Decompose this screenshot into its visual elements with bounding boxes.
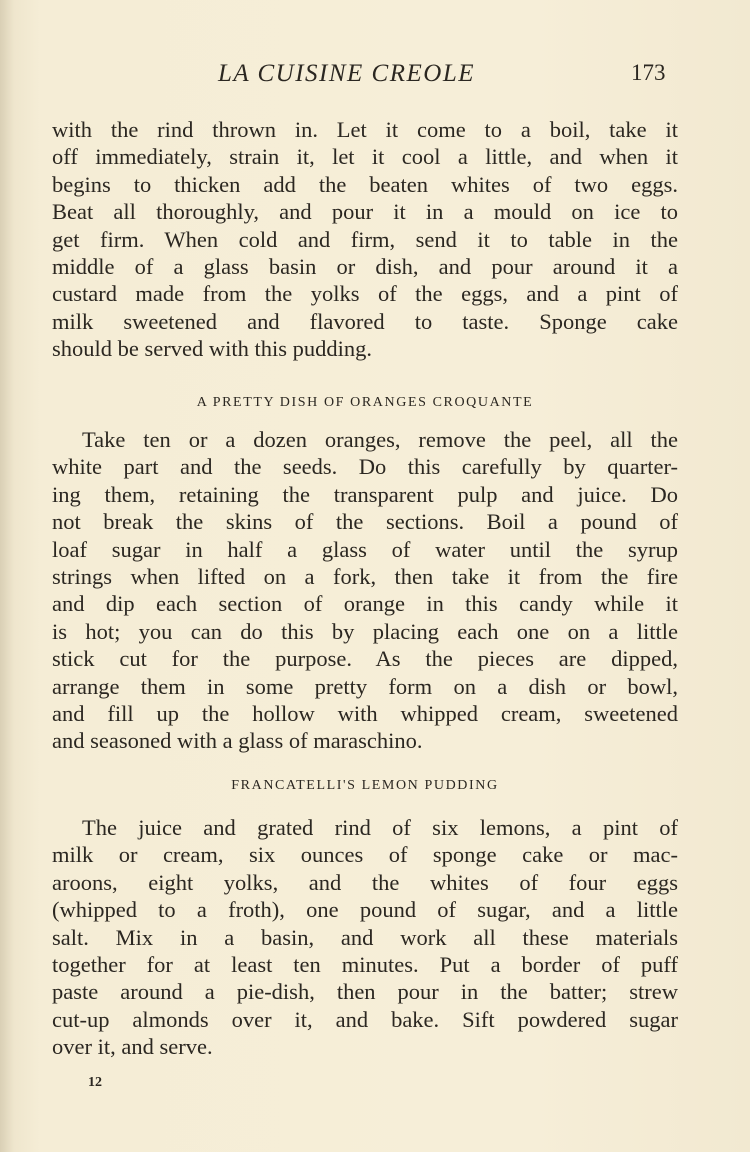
text-line: off immediately, strain it, let it cool a little, and when it [52, 144, 678, 170]
text-line: middle of a glass basin or dish, and pour around it a [52, 253, 678, 279]
text-line: with the rind thrown in. Let it come to a boil, take it [52, 117, 678, 142]
text-line: milk or cream, six ounces of sponge cake or mac- [52, 842, 678, 868]
text-line: Beat all thoroughly, and pour it in a mould on ice to [52, 199, 678, 225]
text-line: cut-up almonds over it, and bake. Sift powdered sugar [52, 1006, 678, 1032]
paragraph-lemon-pudding [52, 814, 678, 1061]
text-line: paste around a pie-dish, then pour in the batter; strew [52, 979, 678, 1005]
text-line: aroons, eight yolks, and the whites of four eggs [52, 869, 678, 895]
text-line: stick cut for the purpose. As the pieces are dipped, [52, 646, 678, 672]
text-line: ing them, retaining the transparent pulp and juice. Do [52, 481, 678, 507]
text-line: together for at least ten minutes. Put a border of puff [52, 951, 678, 977]
text-line: and fill up the hollow with whipped cream, sweetened [52, 700, 678, 726]
text-line: (whipped to a froth), one pound of sugar, and a little [52, 897, 678, 923]
text-line: over it, and serve. [52, 1034, 213, 1060]
text-line: and dip each section of orange in this candy while it [52, 591, 678, 617]
text-line: loaf sugar in half a glass of water until the syrup [52, 536, 678, 562]
recipe-heading-lemon-pudding: FRANCATELLI'S LEMON PUDDING [231, 778, 499, 793]
running-title: LA CUISINE CREOLE [218, 60, 475, 87]
paragraph-continued [52, 116, 678, 363]
text-line: begins to thicken add the beaten whites of two eggs. [52, 171, 678, 197]
running-header [0, 60, 750, 94]
page-number: 173 [631, 60, 666, 85]
text-line: is hot; you can do this by placing each one on a little [52, 618, 678, 644]
text-line: white part and the seeds. Do this carefully by quarter- [52, 454, 678, 480]
text-line: Take ten or a dozen oranges, remove the peel, all the [82, 427, 678, 452]
text-line: The juice and grated rind of six lemons, a pint of [82, 815, 678, 840]
recipe-heading-oranges-croquante: A PRETTY DISH OF ORANGES CROQUANTE [196, 395, 534, 410]
text-line: arrange them in some pretty form on a dish or bowl, [52, 673, 678, 699]
signature-mark: 12 [88, 1075, 102, 1090]
text-line: not break the skins of the sections. Boil a pound of [52, 509, 678, 535]
text-line: salt. Mix in a basin, and work all these materials [52, 924, 678, 950]
text-line: get firm. When cold and firm, send it to table in the [52, 226, 678, 252]
text-line: custard made from the yolks of the eggs, and a pint of [52, 281, 678, 307]
paragraph-oranges-croquante [52, 426, 678, 755]
text-line: should be served with this pudding. [52, 336, 372, 362]
text-line: milk sweetened and flavored to taste. Sponge cake [52, 308, 678, 334]
text-line: strings when lifted on a fork, then take it from the fire [52, 563, 678, 589]
text-line: and seasoned with a glass of maraschino. [52, 728, 423, 754]
